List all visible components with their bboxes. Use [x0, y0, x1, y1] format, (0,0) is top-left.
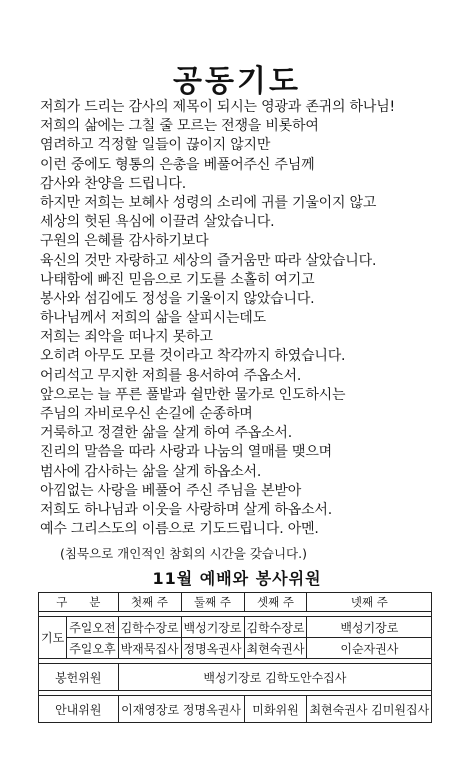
- header-week-4: 넷째 주: [307, 593, 432, 612]
- header-week-3: 셋째 주: [244, 593, 307, 612]
- table-row-prayer-morning: [39, 617, 432, 638]
- prayer-line: 주님의 자비로우신 손길에 순종하며: [40, 406, 253, 422]
- prayer-line: 예수 그리스도의 이름으로 기도드립니다. 아멘.: [40, 521, 319, 538]
- prayer-line: 봉사와 섬김에도 정성을 기울이지 않았습니다.: [40, 290, 315, 307]
- prayer-line: 저희는 죄악을 떠나지 못하고: [40, 329, 213, 346]
- table-row-usher: [39, 696, 432, 723]
- row-label: 주일오전: [67, 617, 118, 638]
- table-cell: 백성기장로 김학도안수집사: [118, 664, 432, 691]
- prayer-line: 앞으로는 늘 푸른 풀밭과 쉴만한 물가로 인도하시는: [40, 386, 346, 403]
- prayer-text: [40, 98, 470, 539]
- table-cell: 이재영장로 정명옥권사: [118, 696, 244, 723]
- prayer-line: 거룩하고 정결한 삶을 살게 하여 주옵소서.: [40, 425, 293, 442]
- duty-section-title: 11월 예배와 봉사위원: [152, 569, 322, 588]
- prayer-line: 범사에 감사하는 삶을 살게 하옵소서.: [40, 463, 262, 480]
- table-cell: 최현숙권사 김미원집사: [307, 696, 432, 723]
- table-cell: 백성기장로: [181, 617, 244, 638]
- prayer-line: 세상의 헛된 욕심에 이끌려 살았습니다.: [40, 214, 275, 231]
- table-cell: 김학수장로: [244, 617, 307, 638]
- table-cell: 미화위원: [244, 696, 307, 723]
- row-label: 안내위원: [39, 696, 119, 723]
- table-row-prayer-afternoon: [39, 638, 432, 659]
- prayer-line: 하나님께서 저희의 삶을 살피시는데도: [40, 310, 266, 327]
- table-cell: 백성기장로: [307, 617, 432, 638]
- duty-table-header: [39, 593, 432, 612]
- table-cell: 정명옥권사: [181, 638, 244, 659]
- prayer-line: 아낌없는 사랑을 베풀어 주신 주님을 본받아: [40, 482, 302, 499]
- prayer-line: 육신의 것만 자랑하고 세상의 즐거움만 따라 살았습니다.: [40, 252, 377, 269]
- table-cell: 박재묵집사: [118, 638, 181, 659]
- prayer-line: 하지만 저희는 보혜사 성령의 소리에 귀를 기울이지 않고: [40, 194, 377, 211]
- prayer-line: 이런 중에도 형통의 은총을 베풀어주신 주님께: [40, 156, 315, 173]
- prayer-line: 염려하고 걱정할 일들이 끊이지 않지만: [40, 137, 271, 154]
- prayer-line: 구원의 은혜를 감사하기보다: [40, 233, 209, 250]
- prayer-line: 저희가 드리는 감사의 제목이 되시는 영광과 존귀의 하나님!: [40, 99, 395, 115]
- table-cell: 김학수장로: [118, 617, 181, 638]
- header-week-1: 첫째 주: [118, 593, 181, 612]
- table-row-offering: [39, 664, 432, 691]
- page-title: 공동기도: [173, 64, 301, 99]
- prayer-line: 저희의 삶에는 그칠 줄 모르는 전쟁을 비롯하여: [40, 118, 319, 135]
- row-label: 주일오후: [67, 638, 118, 659]
- header-week-2: 둘째 주: [181, 593, 244, 612]
- table-cell: 이순자권사: [307, 638, 432, 659]
- prayer-line: 저희도 하나님과 이웃을 사랑하며 살게 하옵소서.: [40, 501, 332, 518]
- row-label: 봉헌위원: [39, 664, 119, 691]
- prayer-line: 감사와 찬양을 드립니다.: [40, 175, 186, 192]
- duty-table: [38, 592, 432, 723]
- prayer-line: 나태함에 빠진 믿음으로 기도를 소홀히 여기고: [40, 271, 315, 288]
- prayer-line: 진리의 말씀을 따라 사랑과 나눔의 열매를 맺으며: [40, 444, 332, 461]
- prayer-line: 어리석고 무지한 저희를 용서하여 주옵소서.: [40, 367, 302, 384]
- table-cell: 최현숙권사: [244, 638, 307, 659]
- prayer-label: 기도: [39, 617, 67, 659]
- silence-note: (침묵으로 개인적인 참회의 시간을 갖습니다.): [60, 546, 307, 561]
- prayer-line: 오히려 아무도 모를 것이라고 착각까지 하였습니다.: [40, 348, 346, 365]
- header-category: 구 분: [39, 593, 119, 612]
